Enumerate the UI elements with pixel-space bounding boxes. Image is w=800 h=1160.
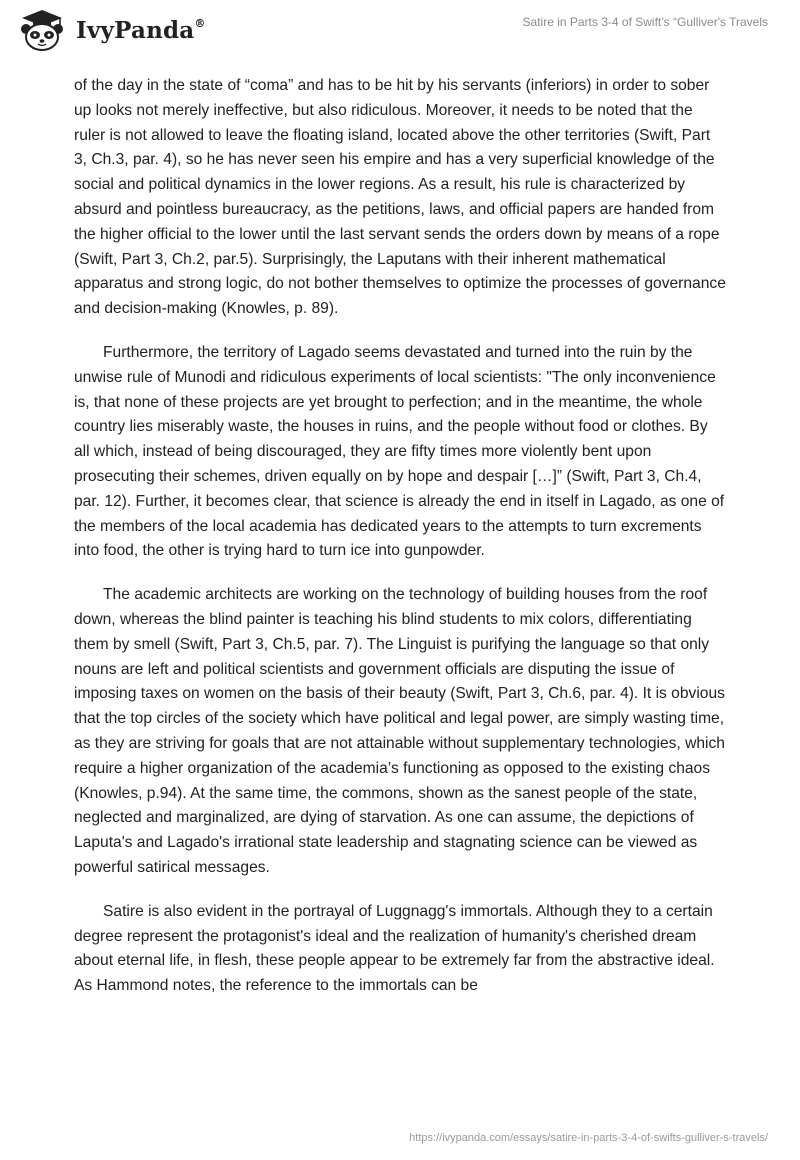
ivypanda-logo[interactable] — [16, 8, 206, 52]
panda-graduation-icon — [16, 8, 68, 52]
paragraph: Satire is also evident in the portrayal of Luggnagg's immortals. Although they to a certain degree represent the protagonist's ideal and the realization of humanity's cherished dream about eternal life, in flesh, these people appear to be extremely far from the abstractive ideal. As Hammond notes, the reference to the immortals can be — [74, 902, 715, 995]
logo-wordmark: IvyPanda® — [76, 16, 206, 44]
source-url[interactable]: https://ivypanda.com/essays/satire-in-parts-3-4-of-swifts-gulliver-s-travels/ — [409, 1132, 768, 1144]
paragraph: of the day in the state of “coma” and has to be hit by his servants (inferiors) in order to sober up looks not merely ineffective, but also ridiculous. Moreover, it needs to be noted that the ruler is not allowed to leave the floating island, located above the other territories (Swift, Part 3, Ch.3, par. 4), so he has never seen his empire and has a very superficial knowledge of the social and political dynamics in the lower regions. As a result, his rule is characterized by absurd and pointless bureaucracy, as the petitions, laws, and official papers are handed from the higher official to the lower until the last servant sends the orders down by means of a rope (Swift, Part 3, Ch.2, par.5). Surprisingly, the Laputans with their inherent mathematical apparatus and strong logic, do not bother themselves to optimize the processes of governance and decision-making (Knowles, p. 89). — [74, 77, 726, 318]
paragraph: The academic architects are working on the technology of building houses from the roof down, whereas the blind painter is teaching his blind students to mix colors, differentiating them by smell (Swift, Part 3, Ch.5, par. 7). The Linguist is purifying the language so that only nouns are left and political scientists and government officials are disputing the issue of imposing taxes on women on the basis of their beauty (Swift, Part 3, Ch.6, par. 4). It is obvious that the top circles of the society which have political and legal power, are simply wasting time, as they are striving for goals that are not attainable without supplementary technologies, which require a higher organization of the academia’s functioning as opposed to the existing chaos (Knowles, p.94). At the same time, the commons, shown as the sanest people of the state, neglected and marginalized, are dying of starvation. As one can assume, the depictions of Laputa's and Lagado's irrational state leadership and stagnating science can be viewed as powerful satirical messages. — [74, 586, 725, 876]
paragraph: Furthermore, the territory of Lagado seems devastated and turned into the ruin by the unwise rule of Munodi and ridiculous experiments of local scientists: "The only inconvenience is, that none of these projects are yet brought to perfection; and in the meantime, the whole country lies miserably waste, the houses in ruins, and the people without food or clothes. By all which, instead of being discouraged, they are fifty times more violently bent upon prosecuting their schemes, driven equally on by hope and despair […]” (Swift, Part 3, Ch.4, par. 12). Further, it becomes clear, that science is already the end in itself in Lagado, as one of the members of the local academia has dedicated years to the attempts to turn excrements into food, the other is trying hard to turn ice into gunpowder. — [74, 343, 725, 560]
page-header — [0, 0, 800, 60]
essay-body — [74, 74, 726, 1018]
document-title: Satire in Parts 3-4 of Swift’s “Gulliver's Travels — [522, 15, 768, 29]
